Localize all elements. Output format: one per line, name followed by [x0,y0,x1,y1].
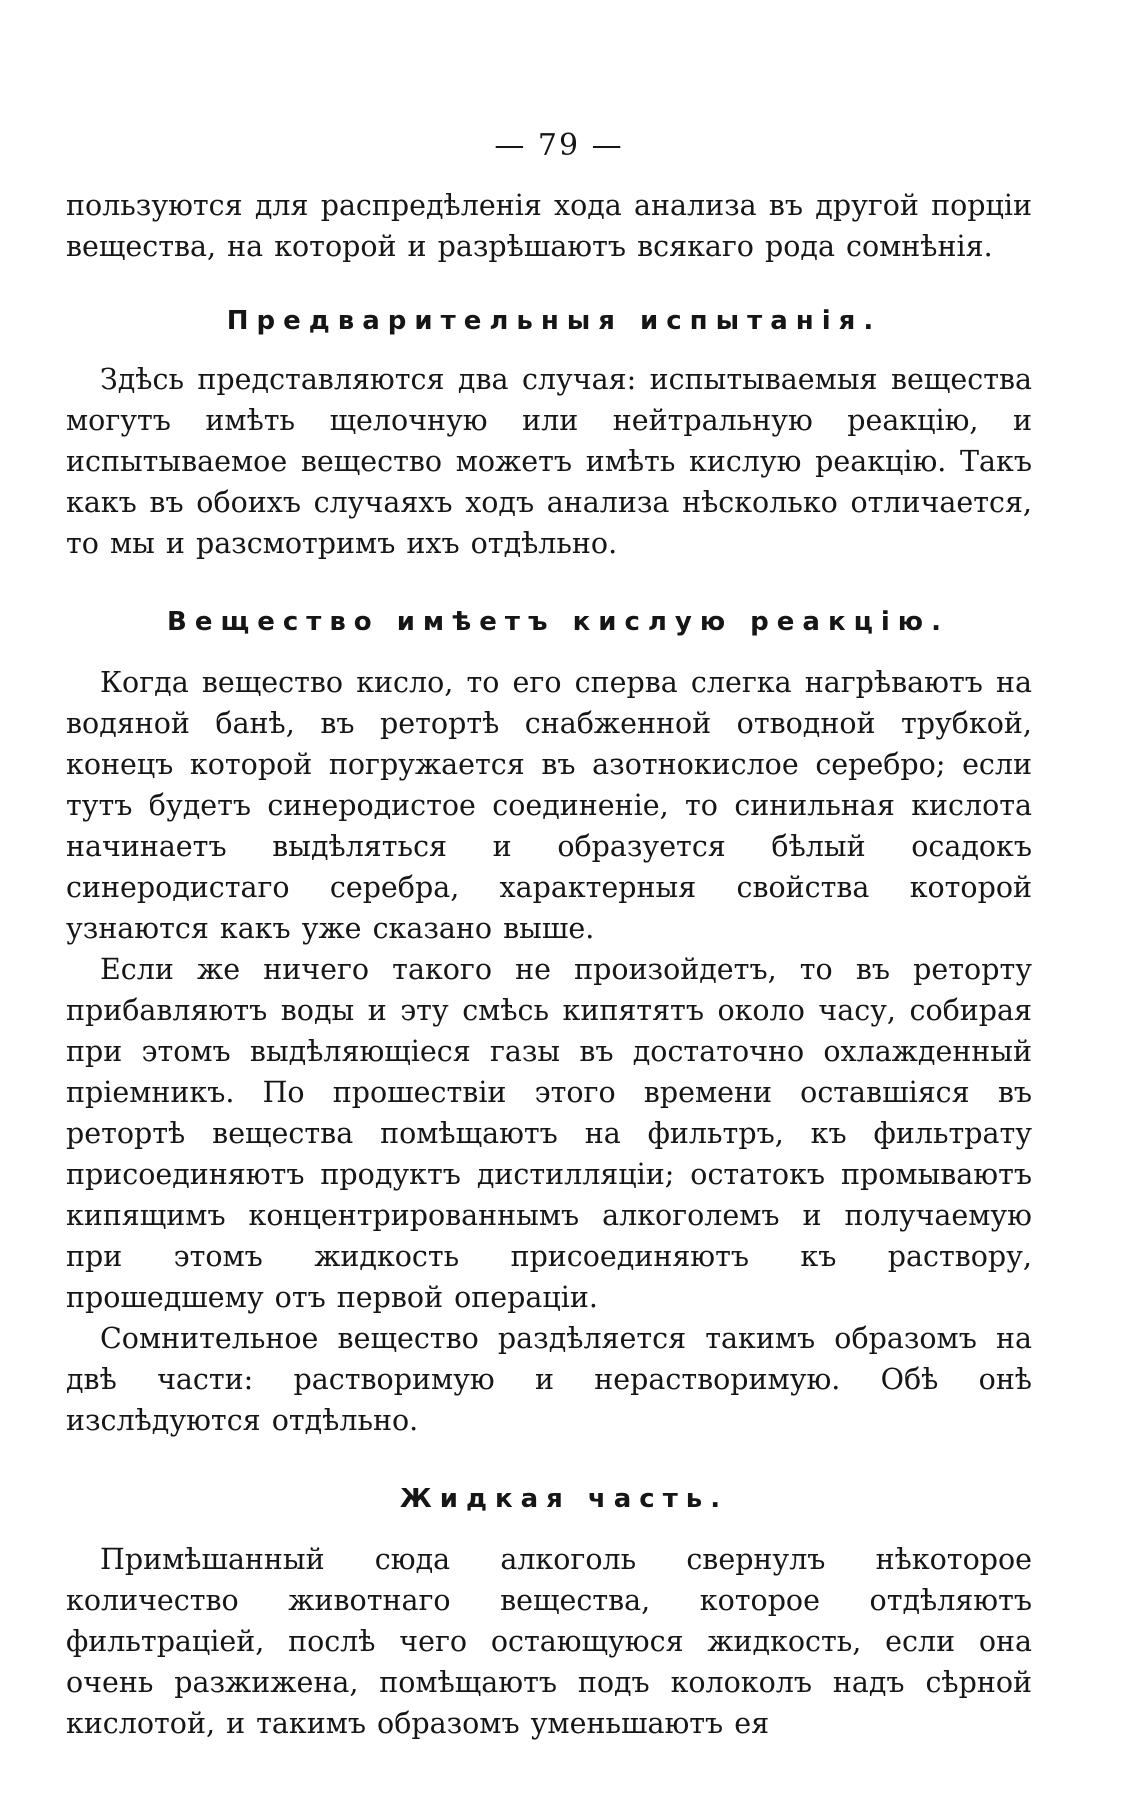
paragraph-liquid-part: Примѣшанный сюда алкоголь свернулъ нѣкоторое количество животнаго вещества, которое отдѣляютъ фильтраціей, послѣ чего остающуюся жидкость, если она очень разжижена, помѣщаютъ подъ колоколъ надъ сѣрной кислотой, и такимъ образомъ уменьшаютъ ея [66,1543,1032,1740]
paragraph-acid-division: Сомнительное вещество раздѣляется такимъ образомъ на двѣ части: растворимую и нерастворимую. Обѣ онѣ изслѣдуются отдѣльно. [66,1322,1032,1437]
heading-acid-reaction: Вещество имѣетъ кислую реакцію. [167,607,949,637]
paragraph-intro-continuation: пользуются для распредѣленія хода анализа въ другой порціи вещества, на которой и разрѣшаютъ всякаго рода сомнѣнія. [66,189,1032,263]
paragraph-acid-boiling: Если же ничего такого не произойдетъ, то въ реторту прибавляютъ воды и эту смѣсь кипятятъ около часу, собирая при этомъ выдѣляющіеся газы въ достаточно охлажденный пріемникъ. По прошествіи этого времени оставшіяся въ ретортѣ вещества помѣщаютъ на фильтръ, къ фильтрату присоединяютъ продуктъ дистилляціи; остатокъ промываютъ кипящимъ концентрированнымъ алкоголемъ и получаемую при этомъ жидкость присоединяютъ къ раствору, прошедшему отъ первой операціи. [66,953,1032,1314]
paragraph-acid-heating: Когда вещество кисло, то его сперва слегка нагрѣваютъ на водяной банѣ, въ ретортѣ снабженной отводной трубкой, конецъ которой погружается въ азотнокислое серебро; если тутъ будетъ синеродистое соединеніе, то синильная кислота начинаетъ выдѣляться и образуется бѣлый осадокъ синеродистаго серебра, характерныя свойства которой узнаются какъ уже сказано выше. [66,666,1032,945]
heading-preliminary-tests: Предварительныя испытанія. [226,306,882,336]
page-number: — 79 — [494,128,624,163]
heading-liquid-part: Жидкая часть. [399,1484,729,1514]
paragraph-two-cases: Здѣсь представляются два случая: испытываемыя вещества могутъ имѣть щелочную или нейтральную реакцію, и испытываемое вещество можетъ имѣть кислую реакцію. Такъ какъ въ обоихъ случаяхъ ходъ анализа нѣсколько отличается, то мы и разсмотримъ ихъ отдѣльно. [66,363,1032,560]
